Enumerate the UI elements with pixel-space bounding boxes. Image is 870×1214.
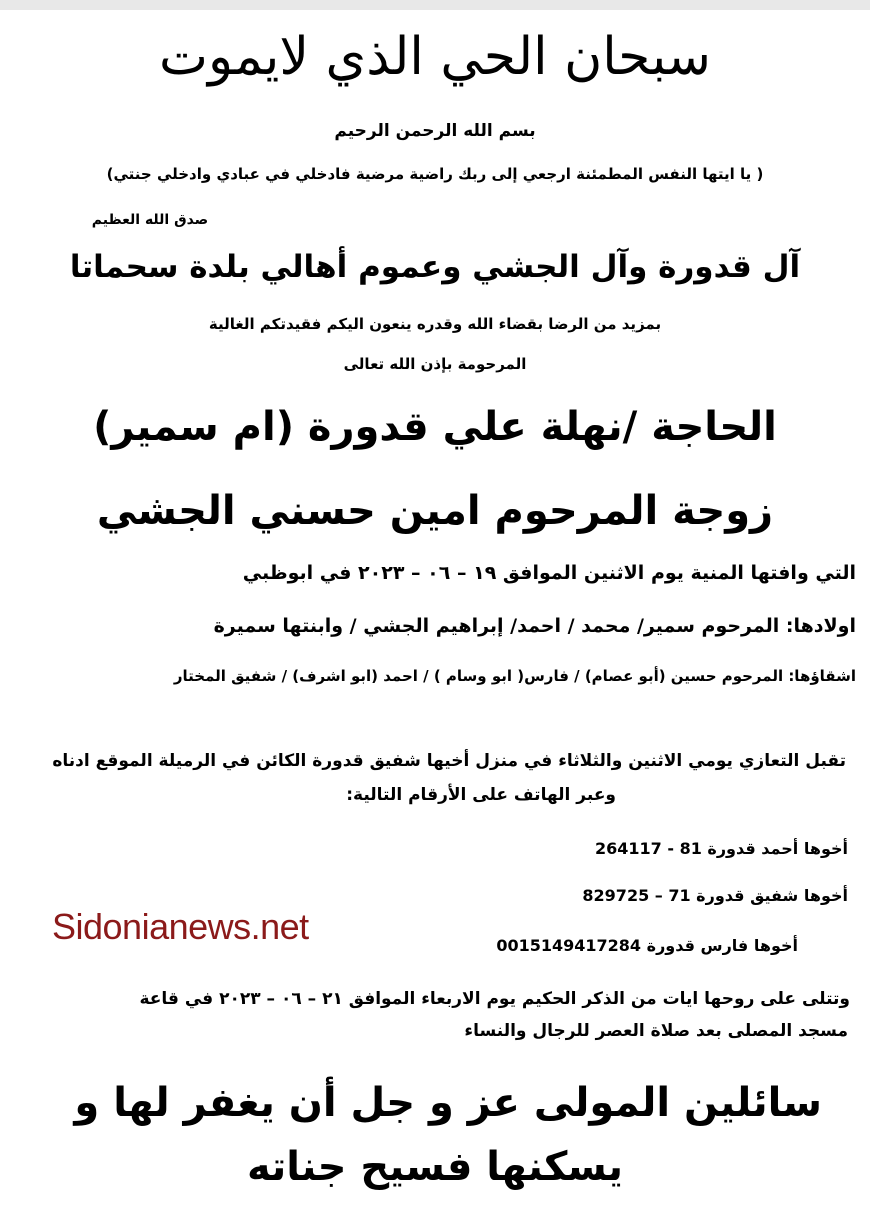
watermark-text: Sidonianews.net [52,906,309,947]
sadaq-line: صدق الله العظيم [91,212,209,228]
siblings-line: اشقاؤها: المرحوم حسين (أبو عصام) / فارس( ابو وسام ) / احمد (ابو اشرف) / شفيق المختار [173,667,856,685]
phone-entry: أخوها شفيق قدورة 71 – 829725 [582,886,848,905]
families-heading: آل قدورة وآل الجشي وعموم أهالي بلدة سحماتا [69,249,801,285]
condolences-phone-intro: وعبر الهاتف على الأرقام التالية: [346,785,616,805]
quran-verse: ( يا ايتها النفس المطمئنة ارجعي إلى ربك راضية مرضية فادخلي في عبادي وادخلي جنتي) [106,165,764,183]
grief-line: بمزيد من الرضا بقضاء الله وقدره ينعون اليكم فقيدتكم الغالية [208,315,662,333]
death-date-line: التي وافتها المنية يوم الاثنين الموافق ١٩ – ٠٦ – ٢٠٢٣ في ابوظبي [242,562,856,584]
children-line: اولادها: المرحوم سمير/ محمد / احمد/ إبراهيم الجشي / وابنتها سميرة [213,615,856,637]
condolences-line: تقبل التعازي يومي الاثنين والثلاثاء في منزل أخيها شفيق قدورة الكائن في الرميلة الموقع ادناه [52,751,846,771]
closing-prayer-line: سائلين المولى عز و جل أن يغفر لها و [74,1080,822,1126]
recitation-line: وتتلى على روحها ايات من الذكر الحكيم يوم الاربعاء الموافق ٢١ – ٠٦ – ٢٠٢٣ في قاعة [139,989,850,1009]
phone-entry: أخوها أحمد قدورة 81 - 264117 [594,839,848,858]
deceased-name: الحاجة /نهلة علي قدورة (ام سمير) [93,404,777,450]
husband-line: زوجة المرحوم امين حسني الجشي [96,488,774,534]
top-border-strip [0,0,870,10]
basmala-line: بسم الله الرحمن الرحيم [334,121,536,141]
recitation-location: مسجد المصلى بعد صلاة العصر للرجال والنساء [464,1021,848,1041]
closing-prayer-line-2: يسكنها فسيح جناته [246,1144,624,1190]
phone-entry: أخوها فارس قدورة 0015149417284 [496,936,798,955]
marhouma-line: المرحومة بإذن الله تعالى [343,355,527,373]
page-title: سبحان الحي الذي لايموت [159,27,711,87]
